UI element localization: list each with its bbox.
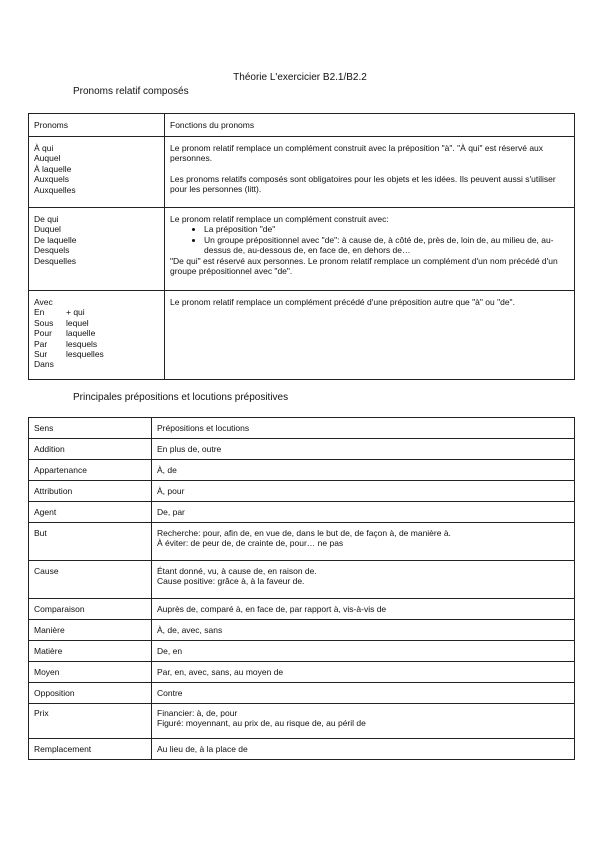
prepositions-line: Contre — [157, 687, 183, 698]
prepositions-line: Figuré: moyennant, au prix de, au risque de, au péril de — [157, 718, 366, 729]
prepositions-line: De, en — [157, 645, 183, 656]
function-description — [165, 291, 575, 380]
relative-item: lesquelles — [66, 349, 104, 360]
pronoun-item: Auquel — [34, 153, 61, 164]
description-paragraph: Le pronom relatif remplace un complément construit avec la préposition "à". "À qui" est réservé aux personnes. — [170, 143, 544, 164]
prepositions-line: Par, en, avec, sans, au moyen de — [157, 666, 284, 677]
prepositions-cell — [152, 561, 575, 599]
relative-item: + qui — [66, 307, 85, 318]
prepositions-cell — [152, 620, 575, 641]
sens-cell: Agent — [29, 502, 152, 523]
prepositions-line: Recherche: pour, afin de, en vue de, dans le but de, de façon à, de manière à. — [157, 528, 451, 538]
pronoun-item: Desquelles — [34, 255, 77, 266]
sens-cell: But — [29, 523, 152, 561]
table-row — [29, 481, 575, 502]
table-header-row — [29, 114, 575, 137]
description-note: "De qui" est réservé aux personnes. Le pronom relatif remplace un complément d'un nom précédé d'un groupe prépositionnel avec "de". — [170, 255, 558, 277]
prepositions-line: À, pour — [157, 485, 185, 496]
prepositions-table — [28, 417, 575, 760]
table-row — [29, 502, 575, 523]
table-row — [29, 599, 575, 620]
pronoun-item: Auxquels — [34, 174, 69, 185]
preposition-item: Sur — [34, 349, 48, 360]
prepositions-line: En plus de, outre — [157, 443, 222, 454]
prepositions-line: Financier: à, de, pour — [157, 708, 238, 718]
sens-cell: Attribution — [29, 481, 152, 502]
table-header-row — [29, 418, 575, 439]
table-row — [29, 620, 575, 641]
sens-cell: Opposition — [29, 683, 152, 704]
sens-cell: Appartenance — [29, 460, 152, 481]
sens-cell: Cause — [29, 561, 152, 599]
section-title-pronoms: Pronoms relatif composés — [73, 86, 189, 97]
pronoun-item: Auxquelles — [34, 184, 76, 195]
sens-cell: Matière — [29, 641, 152, 662]
prepositions-line: Cause positive: grâce à, à la faveur de. — [157, 576, 305, 587]
relative-item: lequel — [66, 317, 89, 328]
table-row — [29, 460, 575, 481]
prepositions-line: À, de — [157, 464, 177, 475]
table-row — [29, 739, 575, 760]
preposition-item: Par — [34, 338, 48, 349]
prepositions-cell — [152, 599, 575, 620]
function-description — [165, 137, 575, 208]
prepositions-line: Auprès de, comparé à, en face de, par rapport à, vis-à-vis de — [157, 603, 387, 614]
prepositions-cell — [152, 523, 575, 561]
sens-cell: Addition — [29, 439, 152, 460]
relative-item — [66, 359, 159, 369]
pronoms-table — [28, 113, 575, 380]
relative-item: lesquels — [66, 338, 98, 349]
description-paragraph: Le pronom relatif remplace un complément précédé d'une préposition autre que "à" ou "de". — [170, 297, 515, 307]
table-row — [29, 641, 575, 662]
prepositions-line: Au lieu de, à la place de — [157, 743, 248, 754]
header-cell-sens: Sens — [29, 418, 152, 439]
prepositions-line: À, de, avec, sans — [157, 624, 223, 635]
table-row — [29, 137, 575, 208]
bullet-item: • La préposition "de" — [204, 224, 569, 234]
prepositions-cell — [152, 481, 575, 502]
relative-item: laquelle — [66, 328, 96, 339]
pronoun-list — [29, 208, 165, 291]
table-row — [29, 208, 575, 291]
table-row — [29, 704, 575, 739]
prepositions-cell — [152, 439, 575, 460]
prepositions-line: Étant donné, vu, à cause de, en raison de. — [157, 566, 317, 576]
table-row — [29, 662, 575, 683]
prepositions-cell — [152, 641, 575, 662]
header-cell-fonctions: Fonctions du pronoms — [165, 114, 575, 137]
pronoun-item: À laquelle — [34, 163, 72, 174]
section-title-prepositions: Principales prépositions et locutions prépositives — [73, 392, 289, 403]
pronoun-list — [29, 137, 165, 208]
table-row — [29, 523, 575, 561]
prepositions-line: De, par — [157, 506, 185, 517]
table-row — [29, 439, 575, 460]
sens-cell: Manière — [29, 620, 152, 641]
table-row — [29, 561, 575, 599]
preposition-item: Pour — [34, 328, 52, 339]
prepositions-cell — [152, 683, 575, 704]
sens-cell: Comparaison — [29, 599, 152, 620]
table-row — [29, 291, 575, 380]
page-title: Théorie L'exercicier B2.1/B2.2 — [233, 72, 367, 83]
sens-cell: Remplacement — [29, 739, 152, 760]
pronoun-item: Desquels — [34, 245, 70, 256]
sens-cell: Prix — [29, 704, 152, 739]
prepositions-cell — [152, 704, 575, 739]
pronoun-item: De laquelle — [34, 234, 77, 245]
prepositions-cell — [152, 739, 575, 760]
function-description — [165, 208, 575, 291]
preposition-item: Avec — [34, 297, 53, 307]
preposition-item: Sous — [34, 317, 54, 328]
preposition-item: Dans — [34, 359, 54, 370]
preposition-item: En — [34, 307, 45, 318]
table-row — [29, 683, 575, 704]
description-intro: Le pronom relatif remplace un complément construit avec: — [170, 214, 389, 224]
preposition-combination-list — [29, 291, 165, 380]
relative-item — [66, 297, 159, 307]
pronoun-item: De qui — [34, 214, 59, 224]
pronoun-item: À qui — [34, 143, 54, 153]
pronoun-item: Duquel — [34, 224, 61, 235]
description-paragraph: Les pronoms relatifs composés sont obligatoires pour les objets et les idées. Ils peuvent aussi s'utiliser pour les personnes (litt). — [170, 173, 556, 195]
bullet-list — [170, 224, 569, 255]
prepositions-cell — [152, 662, 575, 683]
header-cell-prepositions: Prépositions et locutions — [152, 418, 575, 439]
prepositions-cell — [152, 460, 575, 481]
bullet-item: • Un groupe prépositionnel avec "de": à cause de, à côté de, près de, loin de, au milieu de, au-dessus de, au-dessous de, en face de, en dehors de… — [204, 235, 569, 256]
header-cell-pronoms: Pronoms — [29, 114, 165, 137]
prepositions-line: À éviter: de peur de, de crainte de, pour… ne pas — [157, 538, 344, 549]
prepositions-cell — [152, 502, 575, 523]
sens-cell: Moyen — [29, 662, 152, 683]
